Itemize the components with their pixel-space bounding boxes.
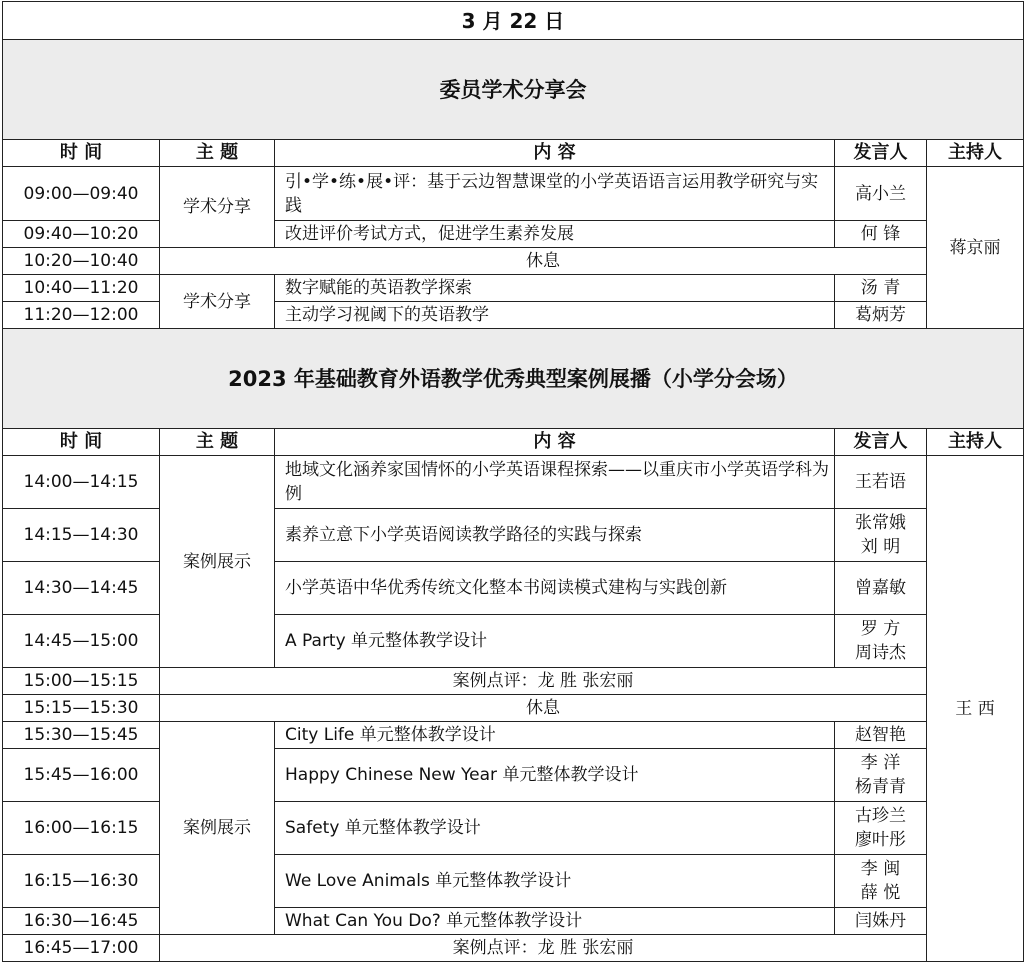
time-cell: 15:15—15:30: [3, 695, 160, 722]
host-cell: 王 西: [927, 456, 1024, 962]
topic-cell: 学术分享: [160, 167, 275, 248]
table-row: [3, 908, 1024, 935]
speaker-cell: 王若语: [835, 456, 927, 509]
table-row: [3, 509, 1024, 562]
time-cell: 16:00—16:15: [3, 802, 160, 855]
speaker-name: 周诗杰: [855, 643, 906, 663]
review-cell: 案例点评：龙 胜 张宏丽: [160, 668, 927, 695]
speaker-name: 古珍兰: [855, 806, 906, 826]
table-row: [3, 855, 1024, 908]
table-row: [3, 722, 1024, 749]
time-cell: 16:15—16:30: [3, 855, 160, 908]
content-cell: A Party 单元整体教学设计: [275, 615, 835, 668]
table-row: [3, 456, 1024, 509]
content-cell: What Can You Do? 单元整体教学设计: [275, 908, 835, 935]
content-cell: We Love Animals 单元整体教学设计: [275, 855, 835, 908]
section2-title: 2023 年基础教育外语教学优秀典型案例展播（小学分会场）: [3, 329, 1024, 429]
speaker-cell: 葛炳芳: [835, 302, 927, 329]
speaker-cell: [835, 509, 927, 562]
content-cell: 素养立意下小学英语阅读教学路径的实践与探索: [275, 509, 835, 562]
speaker-cell: [835, 615, 927, 668]
time-cell: 14:00—14:15: [3, 456, 160, 509]
content-cell: 改进评价考试方式，促进学生素养发展: [275, 221, 835, 248]
speaker-name: 薛 悦: [860, 883, 901, 903]
header-topic: 主 题: [160, 140, 275, 167]
header-topic: 主 题: [160, 429, 275, 456]
speaker-name: 廖叶彤: [855, 830, 906, 850]
table-row: [3, 668, 1024, 695]
speaker-name: 罗 方: [860, 619, 901, 639]
header-host: 主持人: [927, 429, 1024, 456]
table-row: [3, 615, 1024, 668]
table-row: [3, 221, 1024, 248]
speaker-name: 张常娥: [855, 513, 906, 533]
date-heading: 3 月 22 日: [3, 2, 1024, 40]
speaker-name: 杨青青: [855, 777, 906, 797]
content-cell: 数字赋能的英语教学探索: [275, 275, 835, 302]
review-cell: 案例点评：龙 胜 张宏丽: [160, 935, 927, 962]
table-row: [3, 275, 1024, 302]
content-cell: City Life 单元整体教学设计: [275, 722, 835, 749]
schedule-table: [2, 1, 1024, 962]
table-row: [3, 248, 1024, 275]
time-cell: 15:00—15:15: [3, 668, 160, 695]
table-row: [3, 167, 1024, 221]
table-row: [3, 562, 1024, 615]
table-row: [3, 749, 1024, 802]
speaker-cell: [835, 855, 927, 908]
time-cell: 10:40—11:20: [3, 275, 160, 302]
speaker-cell: [835, 802, 927, 855]
header-time: 时 间: [3, 140, 160, 167]
speaker-cell: 闫姝丹: [835, 908, 927, 935]
topic-cell: 案例展示: [160, 722, 275, 935]
table-row: [3, 802, 1024, 855]
header-speaker: 发言人: [835, 140, 927, 167]
time-cell: 15:45—16:00: [3, 749, 160, 802]
time-cell: 09:00—09:40: [3, 167, 160, 221]
header-speaker: 发言人: [835, 429, 927, 456]
table-row: [3, 302, 1024, 329]
time-cell: 15:30—15:45: [3, 722, 160, 749]
speaker-cell: 曾嘉敏: [835, 562, 927, 615]
speaker-name: 李 洋: [860, 753, 901, 773]
break-cell: 休息: [160, 695, 927, 722]
speaker-name: 刘 明: [860, 537, 901, 557]
header-time: 时 间: [3, 429, 160, 456]
time-cell: 14:45—15:00: [3, 615, 160, 668]
speaker-cell: 赵智艳: [835, 722, 927, 749]
speaker-cell: [835, 749, 927, 802]
header-host: 主持人: [927, 140, 1024, 167]
time-cell: 14:30—14:45: [3, 562, 160, 615]
time-cell: 14:15—14:30: [3, 509, 160, 562]
table-row: [3, 695, 1024, 722]
speaker-name: 李 闽: [860, 859, 901, 879]
content-cell: 主动学习视阈下的英语教学: [275, 302, 835, 329]
content-cell: 引•学•练•展•评：基于云边智慧课堂的小学英语语言运用教学研究与实践: [275, 167, 835, 221]
topic-cell: 学术分享: [160, 275, 275, 329]
content-cell: Safety 单元整体教学设计: [275, 802, 835, 855]
content-cell: 小学英语中华优秀传统文化整本书阅读模式建构与实践创新: [275, 562, 835, 615]
speaker-cell: 高小兰: [835, 167, 927, 221]
content-cell: 地域文化涵养家国情怀的小学英语课程探索——以重庆市小学英语学科为例: [275, 456, 835, 509]
break-cell: 休息: [160, 248, 927, 275]
speaker-cell: 何 锋: [835, 221, 927, 248]
content-cell: Happy Chinese New Year 单元整体教学设计: [275, 749, 835, 802]
time-cell: 11:20—12:00: [3, 302, 160, 329]
section1-title: 委员学术分享会: [3, 40, 1024, 140]
time-cell: 10:20—10:40: [3, 248, 160, 275]
header-content: 内 容: [275, 140, 835, 167]
time-cell: 16:45—17:00: [3, 935, 160, 962]
host-cell: 蒋京丽: [927, 167, 1024, 329]
speaker-cell: 汤 青: [835, 275, 927, 302]
topic-cell: 案例展示: [160, 456, 275, 668]
time-cell: 09:40—10:20: [3, 221, 160, 248]
header-content: 内 容: [275, 429, 835, 456]
table-row: [3, 935, 1024, 962]
time-cell: 16:30—16:45: [3, 908, 160, 935]
